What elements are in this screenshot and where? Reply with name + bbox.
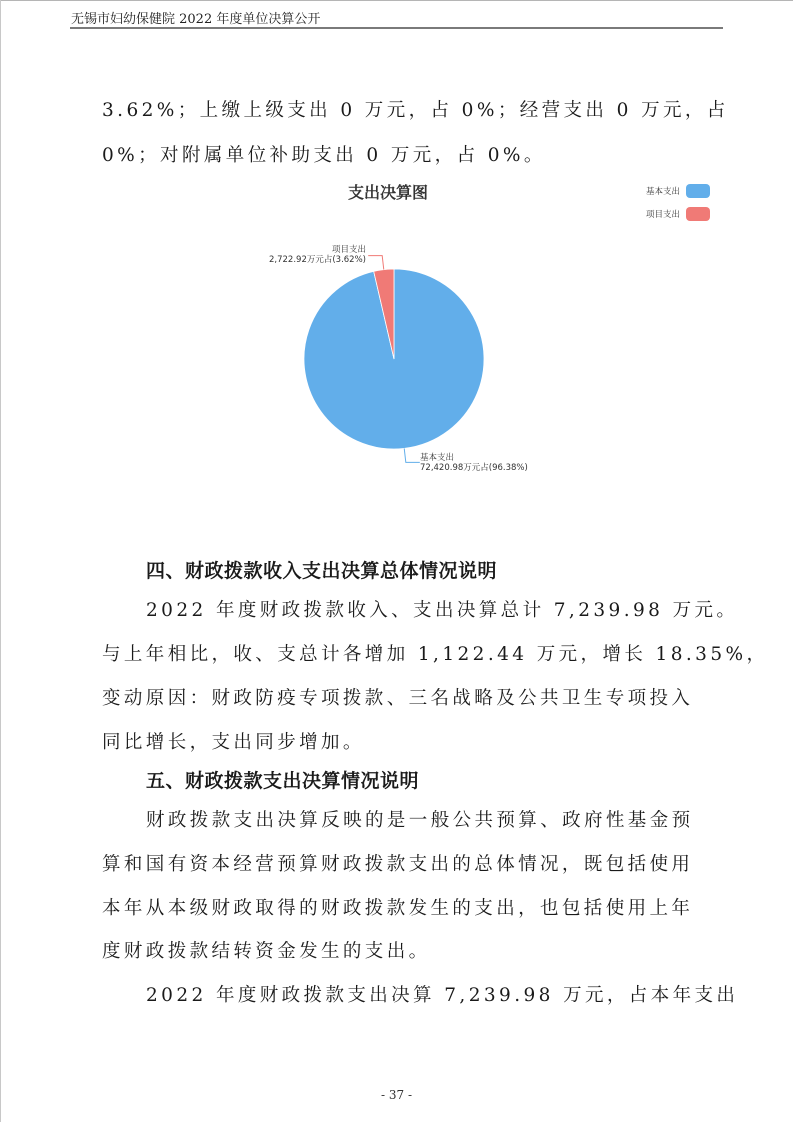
paragraph-line: 算和国有资本经营预算财政拨款支出的总体情况，既包括使用 [102,854,694,875]
expenditure-pie-chart [220,170,730,480]
paragraph-line: 与上年相比，收、支总计各增加 1,122.44 万元，增长 18.35%， [102,644,769,665]
running-header: 无锡市妇幼保健院 2022 年度单位决算公开 [71,12,321,27]
slice-label-basic-name: 基本支出 [420,453,455,463]
paragraph-line: 度财政拨款结转资金发生的支出。 [102,941,431,962]
section-heading-5: 五、财政拨款支出决算情况说明 [146,770,420,792]
paragraph-line: 2022 年度财政拨款支出决算 7,239.98 万元，占本年支出 [146,985,739,1006]
paragraph-line: 0%；对附属单位补助支出 0 万元，占 0%。 [102,145,546,166]
section-heading-4: 四、财政拨款收入支出决算总体情况说明 [146,560,498,582]
paragraph-line: 财政拨款支出决算反映的是一般公共预算、政府性基金预 [146,810,694,831]
paragraph-line: 同比增长，支出同步增加。 [102,732,365,753]
leader-line-basic [404,448,420,462]
paragraph-line: 3.62%；上缴上级支出 0 万元，占 0%；经营支出 0 万元，占 [102,100,729,121]
page-border-top [0,0,793,1]
legend-label: 项目支出 [645,210,680,220]
page-number: - 37 - [380,1088,412,1102]
leader-line-project [368,256,384,270]
header-rule [70,27,723,29]
paragraph-line: 本年从本级财政取得的财政拨款发生的支出，也包括使用上年 [102,898,694,919]
slice-label-project-value: 2,722.92万元占(3.62%) [269,255,366,265]
legend-label: 基本支出 [645,187,680,197]
page-border-left [0,0,1,1122]
slice-label-project-name: 项目支出 [331,245,366,255]
slice-label-basic-value: 72,420.98万元占(96.38%) [420,463,528,473]
paragraph-line: 2022 年度财政拨款收入、支出决算总计 7,239.98 万元。 [146,600,739,621]
paragraph-line: 变动原因：财政防疫专项拨款、三名战略及公共卫生专项投入 [102,688,694,709]
chart-title: 支出决算图 [348,183,429,202]
pie-svg [220,170,730,480]
